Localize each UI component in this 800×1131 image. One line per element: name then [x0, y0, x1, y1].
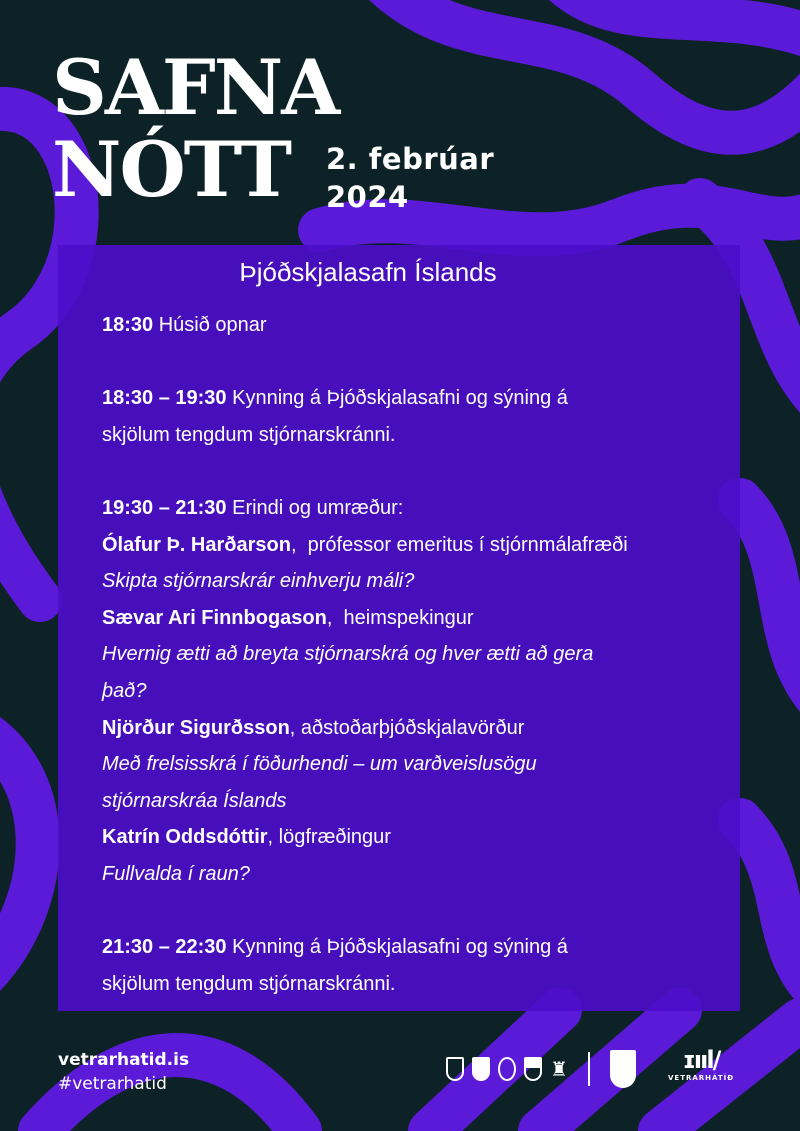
program-panel — [58, 245, 740, 1011]
program-line — [102, 783, 628, 820]
talk-title: Með frelsisskrá í föðurhendi – um varðveislusögu — [102, 753, 537, 776]
line-bold: 19:30 – 21:30 — [102, 496, 227, 519]
spacer — [102, 344, 628, 381]
program-line — [102, 929, 628, 966]
line-bold: Njörður Sigurðsson — [102, 716, 290, 739]
venue-title: Þjóðskjalasafn Íslands — [239, 257, 497, 287]
line-text: Kynning á Þjóðskjalasafni og sýning á — [226, 387, 568, 410]
website-link[interactable]: vetrarhatid.is — [58, 1050, 190, 1070]
line-text: skjölum tengdum stjórnarskránni. — [102, 423, 396, 446]
date-day: 2. febrúar — [326, 142, 495, 176]
talk-title: stjórnarskráa Íslands — [102, 789, 287, 812]
logo-nott: NÓTT — [52, 125, 291, 214]
crest-icon — [524, 1057, 542, 1081]
date-year: 2024 — [326, 180, 409, 214]
program-line — [102, 417, 628, 454]
spacer — [102, 893, 628, 930]
crest-icon — [472, 1057, 490, 1081]
line-text: , aðstoðarþjóðskjalavörður — [289, 716, 525, 739]
spacer — [102, 453, 628, 490]
event-date — [326, 140, 494, 216]
vetrarhatid-logo — [668, 1046, 734, 1082]
program-list — [102, 307, 628, 1002]
program-line — [102, 746, 628, 783]
talk-title: Fullvalda í raun? — [102, 862, 250, 885]
reykjavik-crest-icon — [610, 1050, 636, 1088]
program-line — [102, 673, 628, 710]
line-text: Kynning á Þjóðskjalasafni og sýning á — [226, 936, 568, 959]
divider — [588, 1052, 590, 1086]
logo-safna: SAFNA — [52, 43, 339, 132]
line-bold: 18:30 – 19:30 — [102, 387, 227, 410]
program-line — [102, 966, 628, 1003]
talk-title: það? — [102, 679, 147, 702]
talk-title: Skipta stjórnarskrár einhverju máli? — [102, 570, 415, 593]
line-bold: Katrín Oddsdóttir — [102, 826, 268, 849]
program-line — [102, 600, 628, 637]
line-text: Erindi og umræður: — [226, 496, 404, 519]
talk-title: Hvernig ætti að breyta stjórnarskrá og hver ætti að gera — [102, 643, 594, 666]
program-line — [102, 490, 628, 527]
line-text: , heimspekingur — [326, 606, 474, 629]
vetrarhatid-mark-icon: ɪııl/ — [682, 1046, 720, 1074]
program-line — [102, 819, 628, 856]
line-bold: Ólafur Þ. Harðarson — [102, 533, 291, 556]
lighthouse-icon: ♜ — [550, 1057, 568, 1081]
program-line — [102, 527, 628, 564]
line-text: Húsið opnar — [153, 314, 267, 336]
trefoil-icon — [498, 1057, 516, 1081]
line-bold: Sævar Ari Finnbogason — [102, 606, 327, 629]
hashtag: #vetrarhatid — [58, 1074, 167, 1094]
line-text: , prófessor emeritus í stjórnmálafræði — [290, 533, 628, 556]
line-bold: 21:30 – 22:30 — [102, 936, 227, 959]
program-line — [102, 710, 628, 747]
line-text: , lögfræðingur — [267, 826, 391, 849]
program-line — [102, 563, 628, 600]
line-text: skjölum tengdum stjórnarskránni. — [102, 972, 396, 995]
crest-icon — [446, 1057, 464, 1081]
line-bold: 18:30 — [102, 314, 154, 336]
vetrarhatid-text: VETRARHÁTÍÐ — [668, 1074, 735, 1082]
program-line — [102, 856, 628, 893]
program-line — [102, 636, 628, 673]
partner-logos — [446, 1050, 636, 1088]
program-line — [102, 307, 628, 344]
program-line — [102, 380, 628, 417]
